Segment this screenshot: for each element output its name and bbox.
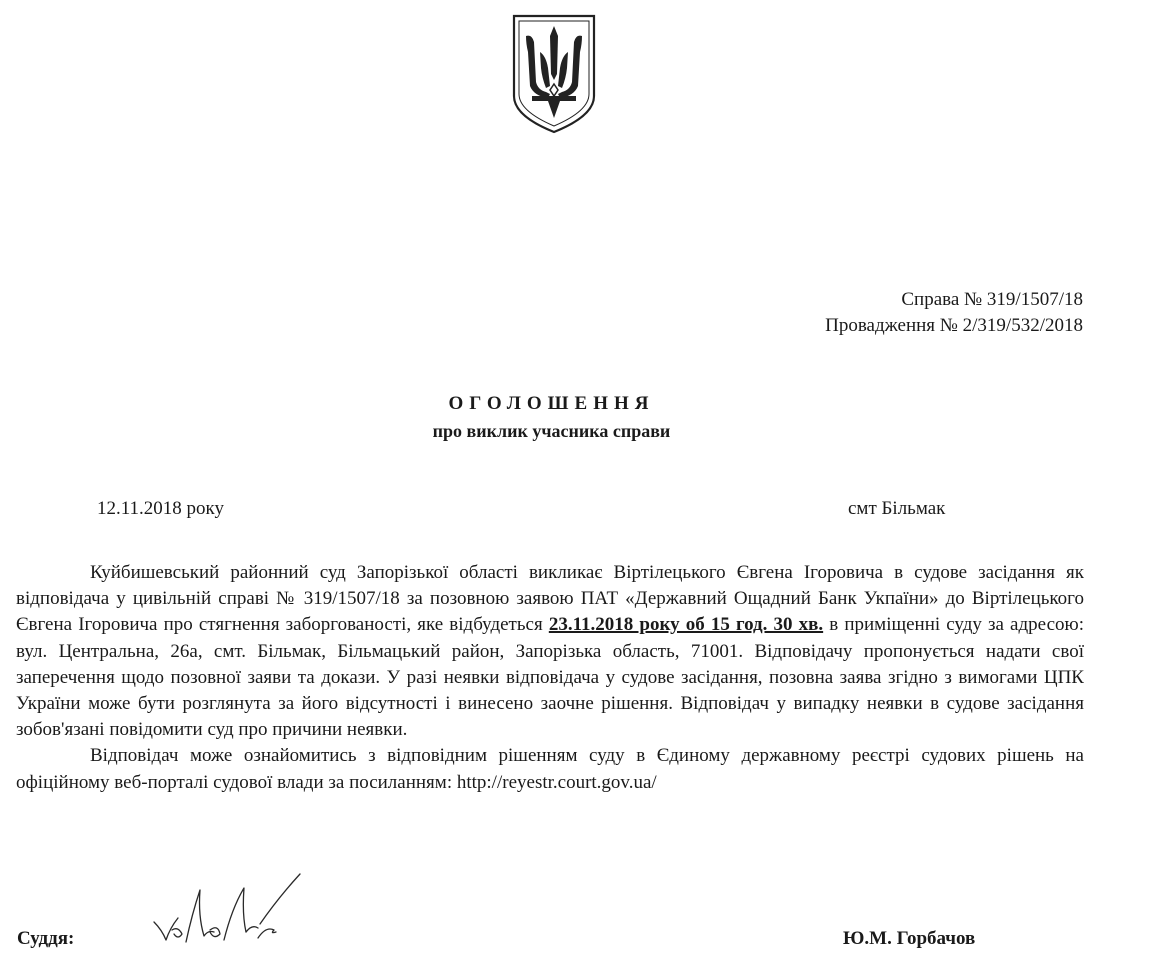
body-paragraph-1 bbox=[16, 560, 1084, 743]
body-paragraph-2: Відповідач може ознайомитись з відповідним рішенням суду в Єдиному державному реєстрі судових рішень на офіційному веб-порталі судової влади за посиланням: http://reyestr.court.gov.ua/ bbox=[16, 745, 1084, 793]
hearing-datetime: 23.11.2018 року об 15 год. 30 хв. bbox=[548, 614, 824, 636]
paragraph-1-start: Куйбишевський районний суд Запорізької області викликає Віртілецького Євгена Ігоровича в судове засідання як відповідача у цивільній справі № 319/1507/18 за позовною заявою ПАТ «Державний Ощадний Банк Укпаїни» до Віртілецького Євгена Ігоровича про стягнення заборгованості, яке відбудеться bbox=[16, 562, 1084, 636]
document-date: 12.11.2018 року bbox=[97, 498, 225, 519]
paragraph-1-end: в приміщенні суду за адресою: вул. Центральна, 26а, смт. Більмак, Більмацький район, Запорізька область, 71001. Відповідачу пропонується надати свої заперечення щодо позовної заяви та докази. У разі неявки відповідача у судове засідання, позовна заява згідно з вимогами ЦПК України може бути розглянута за його відсутності і винесено заочне рішення. Відповідач у випадку неявки в судове засідання зобов'язані повідомити суд про причини неявки. bbox=[16, 614, 1084, 741]
judge-name: Ю.М. Горбачов bbox=[843, 928, 976, 949]
document-title: ОГОЛОШЕННЯ bbox=[448, 393, 655, 414]
judge-label: Суддя: bbox=[17, 928, 75, 949]
document-place: смт Більмак bbox=[848, 498, 946, 519]
case-references bbox=[825, 287, 1083, 339]
signature-icon bbox=[148, 868, 308, 952]
case-number: Справа № 319/1507/18 bbox=[901, 289, 1083, 310]
document-subtitle: про виклик учасника справи bbox=[432, 421, 671, 441]
announcement-body bbox=[16, 560, 1084, 796]
coat-of-arms-icon bbox=[510, 12, 598, 134]
proceeding-number: Провадження № 2/319/532/2018 bbox=[825, 315, 1083, 336]
